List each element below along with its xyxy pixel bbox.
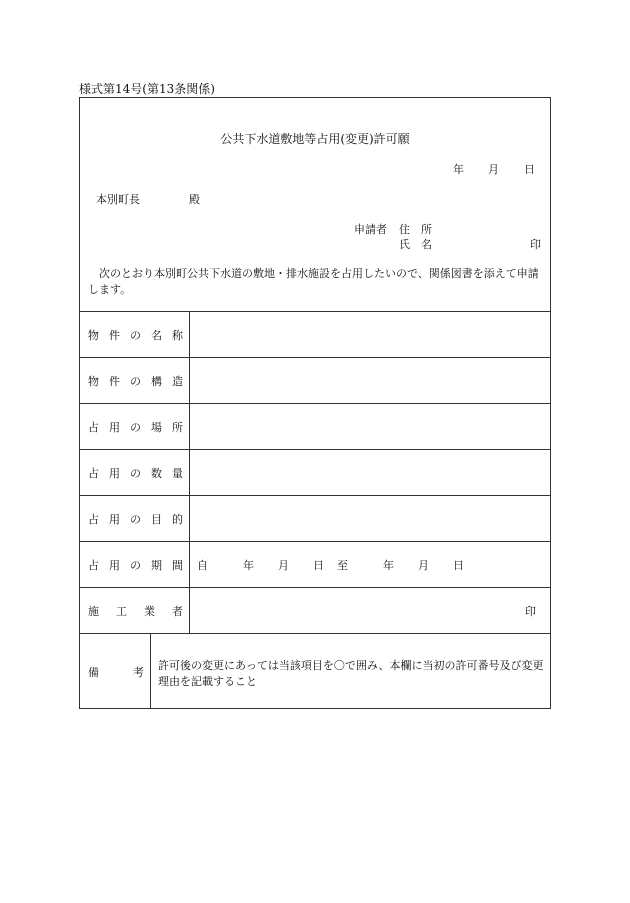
row-label-cell	[80, 404, 190, 449]
label-char: 名	[151, 329, 162, 342]
label-char: 造	[172, 375, 183, 388]
row-label	[88, 373, 183, 389]
occupancy-quantity-field[interactable]	[191, 450, 550, 495]
label-char: 的	[172, 513, 183, 526]
application-form	[79, 97, 551, 709]
remarks-label-2: 考	[133, 666, 144, 679]
date-year: 年	[453, 163, 464, 176]
contractor-field[interactable]	[191, 588, 550, 633]
label-char: 称	[172, 329, 183, 342]
table-row-contractor	[80, 587, 550, 633]
label-char: 者	[172, 605, 183, 618]
table-row-occupancy-purpose	[80, 495, 550, 541]
label-char: の	[130, 559, 141, 572]
form-number: 様式第14号(第13条関係)	[79, 82, 215, 96]
table-row-remarks	[80, 633, 550, 708]
period-from-day: 日	[313, 559, 324, 572]
row-label	[88, 465, 183, 481]
period-from-label: 自	[197, 559, 208, 572]
remarks-text: 許可後の変更にあっては当該項目を〇で囲み、本欄に当初の許可番号及び変更理由を記載すること	[158, 659, 544, 688]
contractor-seal: 印	[525, 605, 536, 618]
label-char: 間	[172, 559, 183, 572]
object-structure-field[interactable]	[191, 358, 550, 403]
row-label-cell	[80, 358, 190, 403]
date-day: 日	[524, 163, 535, 176]
object-name-field[interactable]	[191, 312, 550, 357]
date-month: 月	[488, 163, 499, 176]
table-row-occupancy-quantity	[80, 449, 550, 495]
label-char: の	[130, 467, 141, 480]
label-char: 構	[151, 375, 162, 388]
label-char: 占	[88, 421, 99, 434]
row-label	[88, 511, 183, 527]
period-from-month: 月	[278, 559, 289, 572]
row-label-cell	[80, 496, 190, 541]
label-char: 物	[88, 375, 99, 388]
label-char: 用	[109, 421, 120, 434]
label-char: 期	[151, 559, 162, 572]
label-char: の	[130, 421, 141, 434]
label-char: の	[130, 513, 141, 526]
row-label	[88, 327, 183, 343]
label-char: 目	[151, 513, 162, 526]
applicant-seal: 印	[530, 238, 541, 251]
period-to-year: 年	[383, 559, 394, 572]
label-char: 用	[109, 513, 120, 526]
label-char: 用	[109, 559, 120, 572]
occupancy-period-field[interactable]	[191, 542, 550, 587]
occupancy-purpose-field[interactable]	[191, 496, 550, 541]
period-to-label: 至	[337, 559, 348, 572]
row-label-cell	[80, 588, 190, 633]
row-label	[88, 603, 183, 619]
label-char: 占	[88, 559, 99, 572]
label-char: 用	[109, 467, 120, 480]
label-char: 件	[109, 375, 120, 388]
label-char: 施	[88, 605, 99, 618]
addressee-honorific: 殿	[189, 193, 200, 206]
label-char: 件	[109, 329, 120, 342]
label-char: 占	[88, 467, 99, 480]
applicant-label: 申請者	[354, 223, 387, 236]
table-row-occupancy-location	[80, 403, 550, 449]
row-label	[88, 557, 183, 573]
period-to-month: 月	[418, 559, 429, 572]
address-label: 住 所	[399, 223, 432, 236]
label-char: の	[130, 375, 141, 388]
table-row-object-name	[80, 311, 550, 357]
name-label: 氏 名	[399, 238, 432, 251]
label-char: 所	[172, 421, 183, 434]
label-char: 工	[116, 605, 127, 618]
addressee-mayor: 本別町長	[96, 193, 140, 206]
table-row-occupancy-period	[80, 541, 550, 587]
row-label-cell	[80, 450, 190, 495]
table-row-object-structure	[80, 357, 550, 403]
period-to-day: 日	[453, 559, 464, 572]
form-title: 公共下水道敷地等占用(変更)許可願	[220, 132, 410, 146]
period-from-year: 年	[243, 559, 254, 572]
row-label-cell	[80, 542, 190, 587]
row-label-cell	[80, 312, 190, 357]
label-char: 業	[144, 605, 155, 618]
label-char: 場	[151, 421, 162, 434]
remarks-label-1: 備	[88, 666, 99, 679]
row-label	[88, 419, 183, 435]
application-statement: 次のとおり本別町公共下水道の敷地・排水施設を占用したいので、関係図書を添えて申請します。	[88, 267, 539, 296]
occupancy-location-field[interactable]	[191, 404, 550, 449]
label-char: 量	[172, 467, 183, 480]
remarks-label-cell	[80, 634, 151, 709]
label-char: 物	[88, 329, 99, 342]
label-char: の	[130, 329, 141, 342]
label-char: 数	[151, 467, 162, 480]
label-char: 占	[88, 513, 99, 526]
